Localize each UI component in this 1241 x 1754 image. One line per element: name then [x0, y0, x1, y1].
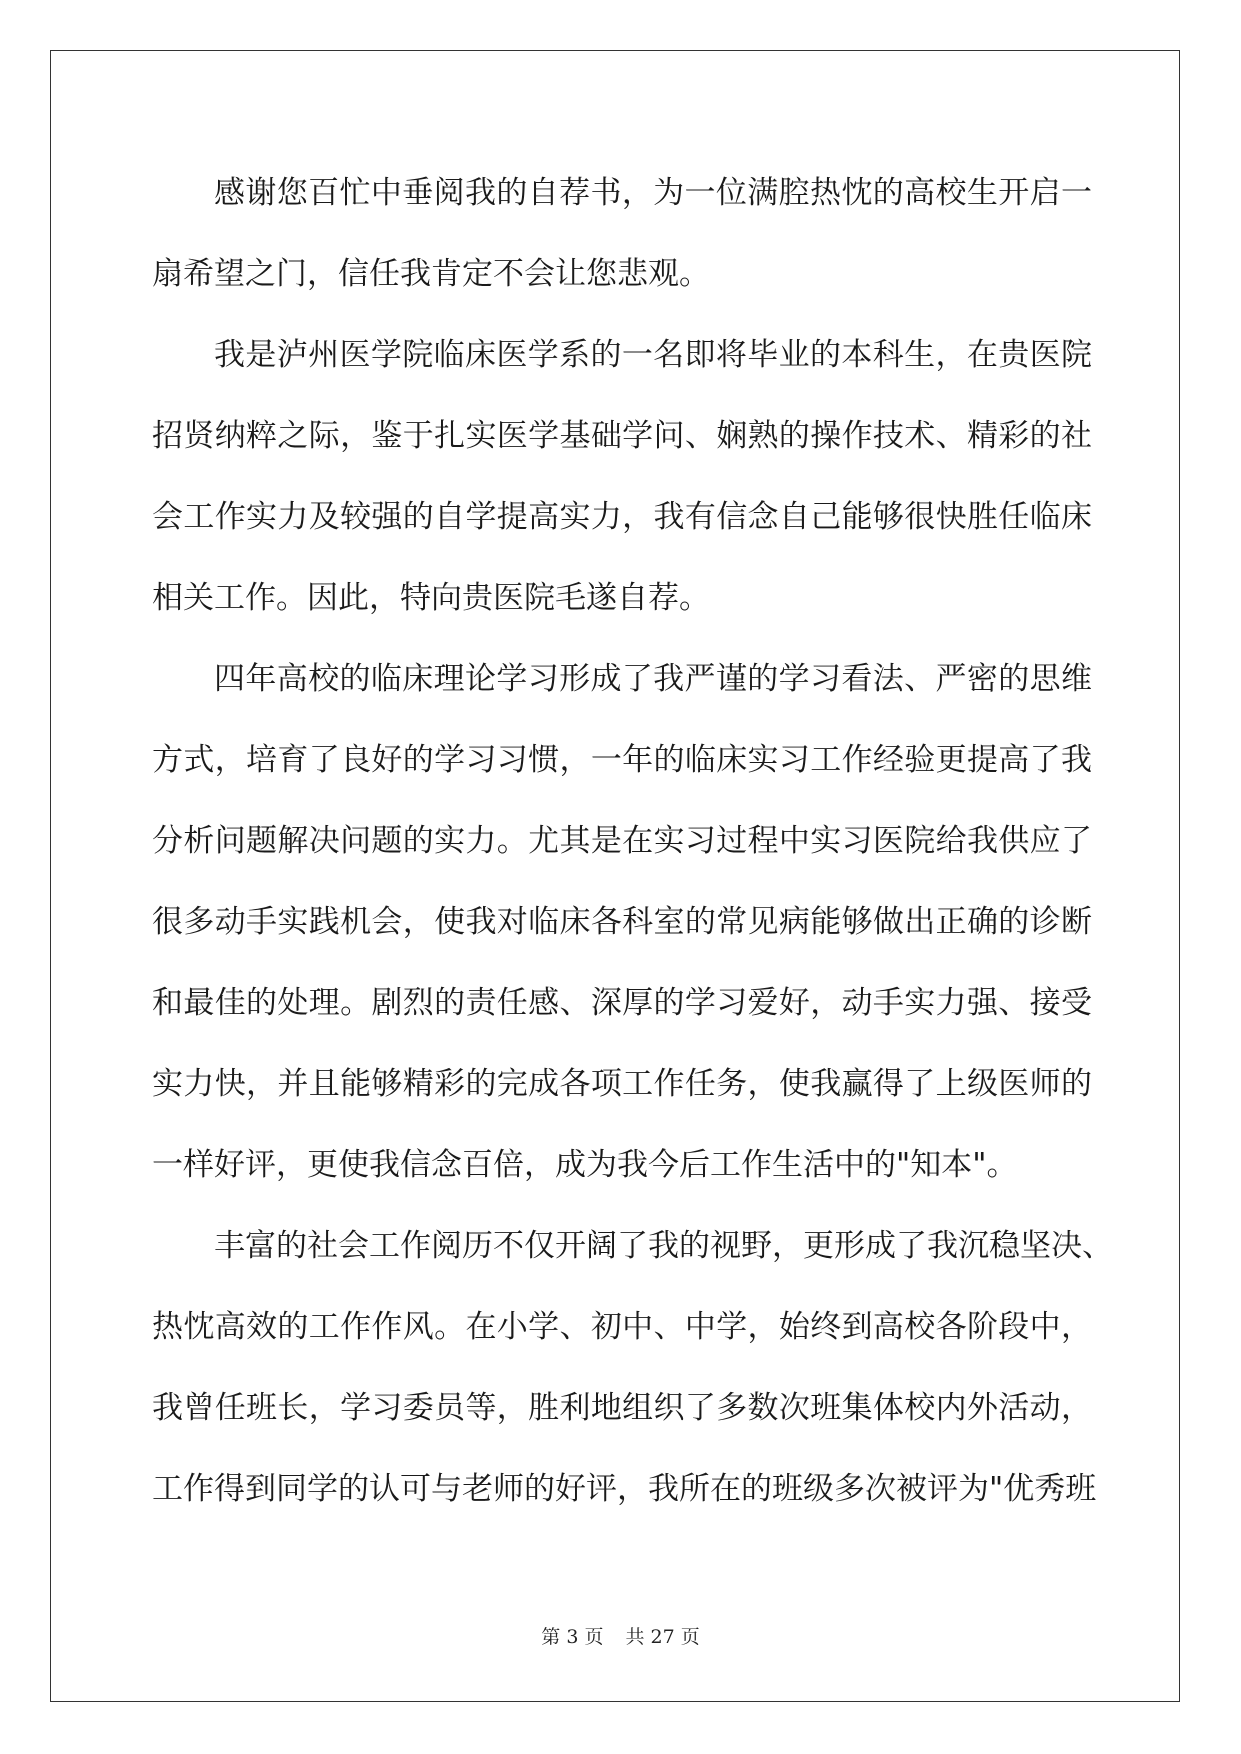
paragraph-line: 招贤纳粹之际，鉴于扎实医学基础学问、娴熟的操作技术、精彩的社: [152, 418, 1092, 454]
paragraph-line: 方式，培育了良好的学习习惯，一年的临床实习工作经验更提高了我: [152, 742, 1092, 778]
paragraph-line: 我曾任班长，学习委员等，胜利地组织了多数次班集体校内外活动，: [152, 1390, 1092, 1426]
paragraph-line: 相关工作。因此，特向贵医院毛遂自荐。: [152, 580, 710, 616]
paragraph-line: 工作得到同学的认可与老师的好评，我所在的班级多次被评为"优秀班: [152, 1471, 1097, 1507]
paragraph-line: 丰富的社会工作阅历不仅开阔了我的视野，更形成了我沉稳坚决、: [214, 1228, 1113, 1264]
paragraph-line: 扇希望之门，信任我肯定不会让您悲观。: [152, 256, 710, 292]
paragraph-line: 分析问题解决问题的实力。尤其是在实习过程中实习医院给我供应了: [152, 823, 1092, 859]
paragraph-line: 会工作实力及较强的自学提高实力，我有信念自己能够很快胜任临床: [152, 499, 1092, 535]
paragraph-line: 实力快，并且能够精彩的完成各项工作任务，使我赢得了上级医师的: [152, 1066, 1092, 1102]
paragraph-line: 我是泸州医学院临床医学系的一名即将毕业的本科生，在贵医院: [214, 337, 1092, 373]
paragraph-line: 很多动手实践机会，使我对临床各科室的常见病能够做出正确的诊断: [152, 904, 1092, 940]
paragraph-line: 四年高校的临床理论学习形成了我严谨的学习看法、严密的思维: [214, 661, 1092, 697]
paragraph-line: 感谢您百忙中垂阅我的自荐书，为一位满腔热忱的高校生开启一: [214, 175, 1092, 211]
letter-body: [152, 158, 1113, 1535]
paragraph-line: 一样好评，更使我信念百倍，成为我今后工作生活中的"知本"。: [152, 1147, 1018, 1183]
page-number: 第 3 页: [541, 1626, 604, 1648]
paragraph-line: 热忱高效的工作作风。在小学、初中、中学，始终到高校各阶段中，: [152, 1309, 1092, 1345]
page-footer: [0, 1622, 1241, 1649]
paragraph-line: 和最佳的处理。剧烈的责任感、深厚的学习爱好，动手实力强、接受: [152, 985, 1092, 1021]
total-pages: 共 27 页: [625, 1626, 700, 1648]
